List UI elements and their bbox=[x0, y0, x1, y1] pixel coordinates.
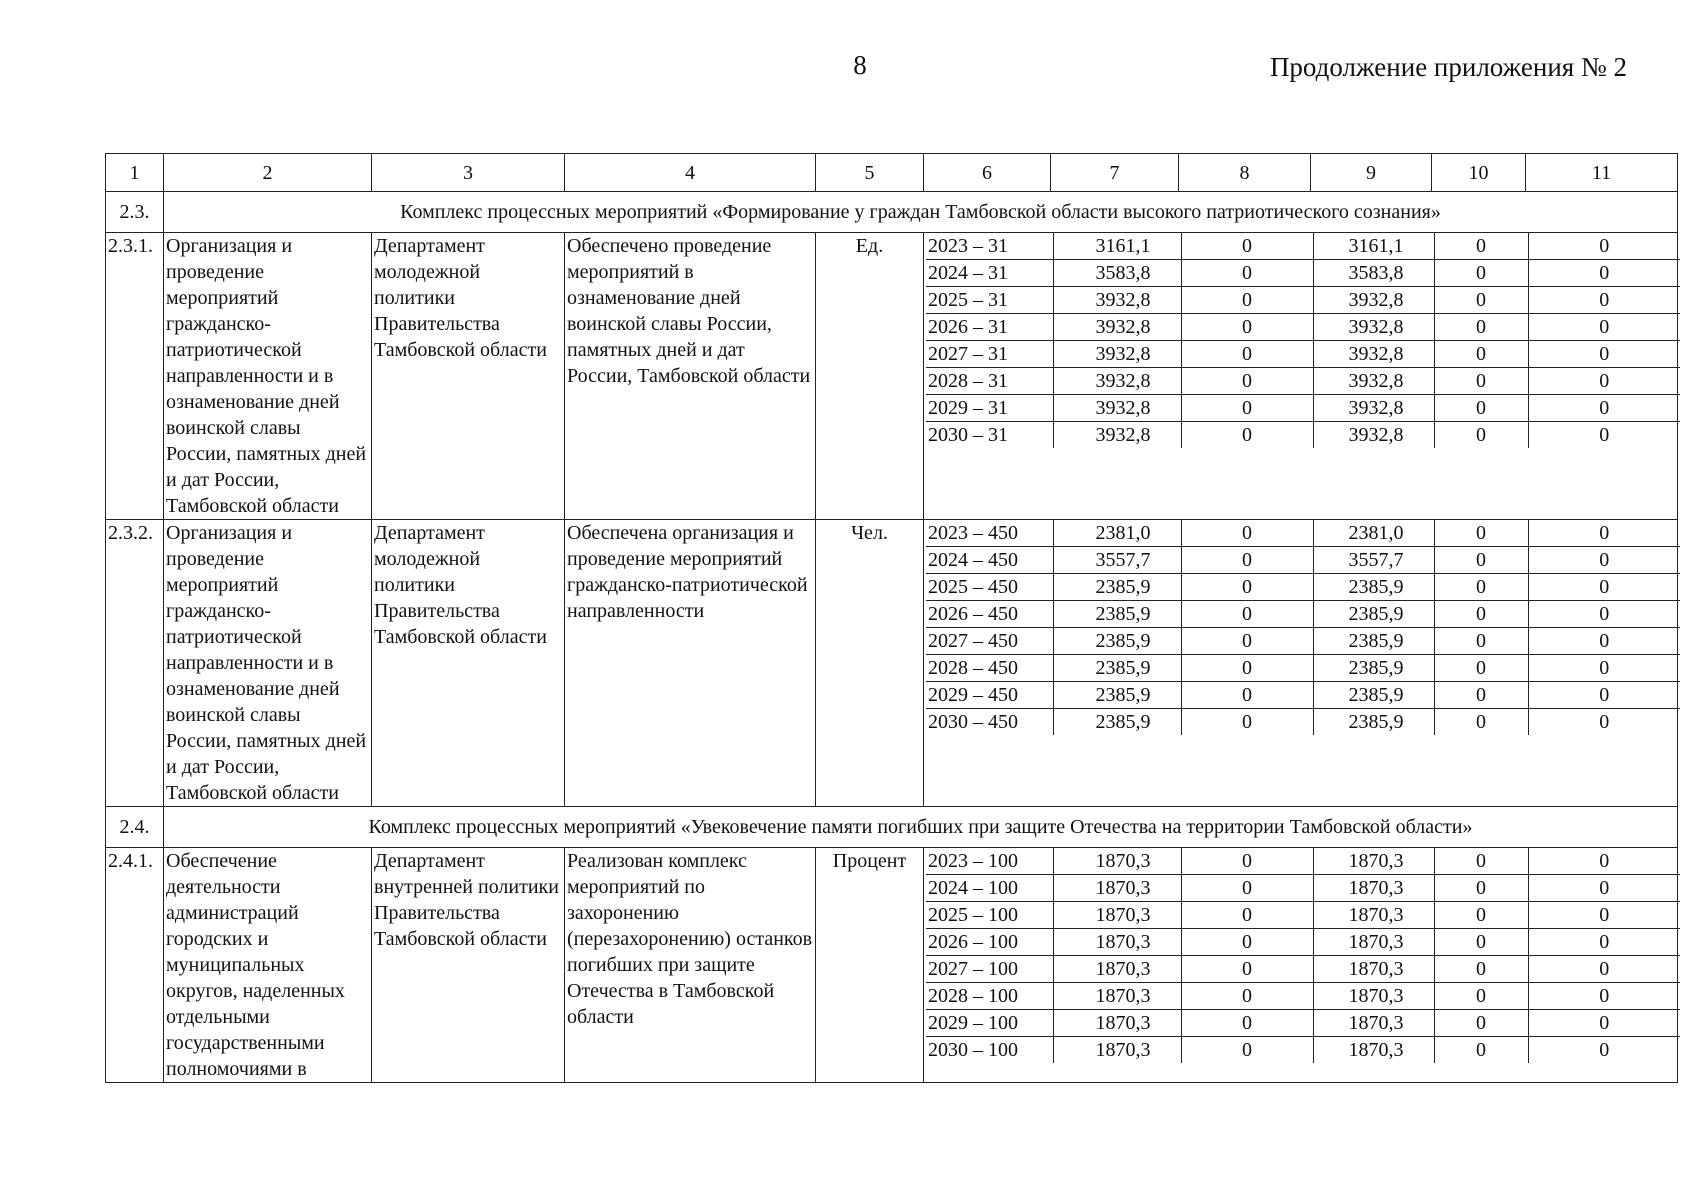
year-target: 2026 – 100 bbox=[926, 929, 1053, 956]
local-funding: 0 bbox=[1434, 682, 1528, 709]
table-row bbox=[926, 287, 1680, 314]
total-funding: 2385,9 bbox=[1053, 709, 1181, 736]
column-header: 5 bbox=[816, 154, 924, 192]
federal-funding: 0 bbox=[1181, 902, 1313, 929]
activity-row bbox=[106, 848, 1678, 1083]
federal-funding: 0 bbox=[1181, 875, 1313, 902]
section-row bbox=[106, 192, 1678, 233]
year-target: 2024 – 450 bbox=[926, 547, 1053, 574]
activity-executor: Департамент внутренней политики Правительства Тамбовской области bbox=[372, 848, 565, 1083]
regional-funding: 2385,9 bbox=[1313, 709, 1434, 736]
table-row bbox=[926, 709, 1680, 736]
total-funding: 1870,3 bbox=[1053, 983, 1181, 1010]
other-funding: 0 bbox=[1528, 875, 1680, 902]
federal-funding: 0 bbox=[1181, 983, 1313, 1010]
regional-funding: 1870,3 bbox=[1313, 848, 1434, 875]
federal-funding: 0 bbox=[1181, 395, 1313, 422]
other-funding: 0 bbox=[1528, 1010, 1680, 1037]
other-funding: 0 bbox=[1599, 1039, 1610, 1061]
regional-funding: 3932,8 bbox=[1313, 368, 1434, 395]
table-row bbox=[926, 655, 1680, 682]
column-header: 7 bbox=[1051, 154, 1179, 192]
total-funding: 3932,8 bbox=[1053, 314, 1181, 341]
total-funding: 2385,9 bbox=[1053, 655, 1181, 682]
year-target: 2028 – 31 bbox=[926, 368, 1053, 395]
local-funding: 0 bbox=[1434, 848, 1528, 875]
year-target: 2029 – 100 bbox=[926, 1010, 1053, 1037]
total-funding: 3932,8 bbox=[1053, 287, 1181, 314]
table-row bbox=[926, 547, 1680, 574]
local-funding: 0 bbox=[1434, 341, 1528, 368]
total-funding: 2385,9 bbox=[1053, 574, 1181, 601]
other-funding: 0 bbox=[1528, 848, 1680, 875]
yearly-values bbox=[924, 520, 1678, 807]
total-funding: 1870,3 bbox=[1053, 1037, 1181, 1064]
year-target: 2027 – 31 bbox=[926, 341, 1053, 368]
table-row bbox=[926, 601, 1680, 628]
regional-funding: 2385,9 bbox=[1313, 574, 1434, 601]
federal-funding: 0 bbox=[1181, 956, 1313, 983]
appendix-continuation-label: Продолжение приложения № 2 bbox=[1269, 52, 1627, 82]
table-row bbox=[926, 260, 1680, 287]
table-row bbox=[926, 902, 1680, 929]
activity-unit: Ед. bbox=[816, 233, 924, 520]
table-row bbox=[926, 682, 1680, 709]
regional-funding: 1870,3 bbox=[1313, 1037, 1434, 1064]
year-target: 2026 – 31 bbox=[926, 314, 1053, 341]
year-target: 2029 – 31 bbox=[926, 395, 1053, 422]
other-funding: 0 bbox=[1599, 711, 1610, 733]
federal-funding: 0 bbox=[1181, 848, 1313, 875]
activity-name: Организация и проведение мероприятий гражданско-патриотической направленности и в ознаменование дней воинской славы России, памятных дней и дат России, Тамбовской области bbox=[164, 520, 372, 807]
year-target: 2023 – 31 bbox=[926, 233, 1053, 260]
section-title: Комплекс процессных мероприятий «Увековечение памяти погибших при защите Отечества на территории Тамбовской области» bbox=[164, 807, 1678, 848]
year-target: 2028 – 100 bbox=[926, 983, 1053, 1010]
other-funding: 0 bbox=[1528, 395, 1680, 422]
yearly-values-table bbox=[926, 233, 1680, 448]
activity-row bbox=[106, 520, 1678, 807]
year-target: 2024 – 100 bbox=[926, 875, 1053, 902]
federal-funding: 0 bbox=[1181, 655, 1313, 682]
year-target: 2030 – 31 bbox=[926, 422, 1053, 449]
table-row bbox=[926, 314, 1680, 341]
activity-name: Обеспечение деятельности администраций городских и муниципальных округов, наделенных отдельными государственными полномочиями в bbox=[164, 848, 372, 1083]
year-target: 2029 – 450 bbox=[926, 682, 1053, 709]
activity-executor: Департамент молодежной политики Правительства Тамбовской области bbox=[372, 520, 565, 807]
local-funding: 0 bbox=[1434, 902, 1528, 929]
federal-funding: 0 bbox=[1181, 1037, 1313, 1064]
federal-funding: 0 bbox=[1181, 260, 1313, 287]
year-target: 2030 – 100 bbox=[926, 1037, 1053, 1064]
column-header: 10 bbox=[1432, 154, 1526, 192]
other-funding: 0 bbox=[1528, 655, 1680, 682]
page-number: 8 bbox=[853, 50, 867, 80]
regional-funding: 3161,1 bbox=[1313, 233, 1434, 260]
activity-row bbox=[106, 233, 1678, 520]
activity-unit: Процент bbox=[816, 848, 924, 1083]
local-funding: 0 bbox=[1434, 1010, 1528, 1037]
total-funding: 3932,8 bbox=[1053, 422, 1181, 449]
table-row bbox=[926, 233, 1680, 260]
section-number: 2.4. bbox=[106, 807, 164, 848]
activities-table bbox=[105, 153, 1678, 1083]
regional-funding: 1870,3 bbox=[1313, 1010, 1434, 1037]
federal-funding: 0 bbox=[1181, 520, 1313, 547]
yearly-values bbox=[924, 233, 1678, 520]
table-row bbox=[926, 368, 1680, 395]
federal-funding: 0 bbox=[1181, 601, 1313, 628]
federal-funding: 0 bbox=[1181, 314, 1313, 341]
year-target: 2027 – 450 bbox=[926, 628, 1053, 655]
local-funding: 0 bbox=[1434, 875, 1528, 902]
local-funding: 0 bbox=[1434, 368, 1528, 395]
column-header: 2 bbox=[164, 154, 372, 192]
local-funding: 0 bbox=[1434, 709, 1528, 736]
regional-funding: 3583,8 bbox=[1313, 260, 1434, 287]
local-funding: 0 bbox=[1434, 547, 1528, 574]
other-funding: 0 bbox=[1528, 368, 1680, 395]
column-header: 9 bbox=[1311, 154, 1432, 192]
table-row bbox=[926, 1010, 1680, 1037]
local-funding: 0 bbox=[1434, 233, 1528, 260]
table-row bbox=[926, 983, 1680, 1010]
other-funding: 0 bbox=[1528, 260, 1680, 287]
federal-funding: 0 bbox=[1181, 628, 1313, 655]
column-header: 1 bbox=[106, 154, 164, 192]
other-funding: 0 bbox=[1528, 520, 1680, 547]
total-funding: 2381,0 bbox=[1053, 520, 1181, 547]
regional-funding: 2385,9 bbox=[1313, 655, 1434, 682]
regional-funding: 1870,3 bbox=[1313, 929, 1434, 956]
activity-result: Реализован комплекс мероприятий по захоронению (перезахоронению) останков погибших при защите Отечества в Тамбовской области bbox=[565, 848, 816, 1083]
activity-result: Обеспечена организация и проведение мероприятий гражданско-патриотической направленности bbox=[565, 520, 816, 807]
other-funding: 0 bbox=[1528, 929, 1680, 956]
total-funding: 3161,1 bbox=[1053, 233, 1181, 260]
local-funding: 0 bbox=[1434, 628, 1528, 655]
total-funding: 1870,3 bbox=[1053, 1010, 1181, 1037]
year-target: 2028 – 450 bbox=[926, 655, 1053, 682]
total-funding: 2385,9 bbox=[1053, 628, 1181, 655]
local-funding: 0 bbox=[1434, 422, 1528, 449]
regional-funding: 2385,9 bbox=[1313, 628, 1434, 655]
local-funding: 0 bbox=[1434, 574, 1528, 601]
other-funding: 0 bbox=[1528, 287, 1680, 314]
regional-funding: 3932,8 bbox=[1313, 314, 1434, 341]
table-row bbox=[926, 341, 1680, 368]
regional-funding: 3932,8 bbox=[1313, 341, 1434, 368]
column-header: 3 bbox=[372, 154, 565, 192]
local-funding: 0 bbox=[1434, 983, 1528, 1010]
column-number-row bbox=[106, 154, 1678, 192]
table-row bbox=[926, 929, 1680, 956]
table-row bbox=[926, 422, 1680, 449]
local-funding: 0 bbox=[1434, 929, 1528, 956]
activity-name: Организация и проведение мероприятий гражданско-патриотической направленности и в ознаменование дней воинской славы России, памятных дней и дат России, Тамбовской области bbox=[164, 233, 372, 520]
other-funding: 0 bbox=[1528, 682, 1680, 709]
total-funding: 1870,3 bbox=[1053, 902, 1181, 929]
activity-result: Обеспечено проведение мероприятий в ознаменование дней воинской славы России, памятных дней и дат России, Тамбовской области bbox=[565, 233, 816, 520]
federal-funding: 0 bbox=[1181, 422, 1313, 449]
year-target: 2023 – 450 bbox=[926, 520, 1053, 547]
local-funding: 0 bbox=[1434, 601, 1528, 628]
regional-funding: 3932,8 bbox=[1313, 287, 1434, 314]
regional-funding: 1870,3 bbox=[1313, 983, 1434, 1010]
other-funding: 0 bbox=[1528, 601, 1680, 628]
table-row bbox=[926, 395, 1680, 422]
federal-funding: 0 bbox=[1181, 682, 1313, 709]
other-funding: 0 bbox=[1528, 983, 1680, 1010]
total-funding: 3932,8 bbox=[1053, 395, 1181, 422]
local-funding: 0 bbox=[1434, 395, 1528, 422]
column-header: 6 bbox=[924, 154, 1051, 192]
yearly-values-table bbox=[926, 848, 1680, 1063]
table-row bbox=[926, 628, 1680, 655]
year-target: 2030 – 450 bbox=[926, 709, 1053, 736]
federal-funding: 0 bbox=[1181, 1010, 1313, 1037]
federal-funding: 0 bbox=[1181, 368, 1313, 395]
other-funding: 0 bbox=[1528, 547, 1680, 574]
total-funding: 3932,8 bbox=[1053, 368, 1181, 395]
year-target: 2025 – 100 bbox=[926, 902, 1053, 929]
activity-number: 2.4.1. bbox=[106, 848, 164, 1083]
yearly-values-table bbox=[926, 520, 1680, 735]
total-funding: 1870,3 bbox=[1053, 875, 1181, 902]
year-target: 2026 – 450 bbox=[926, 601, 1053, 628]
local-funding: 0 bbox=[1434, 956, 1528, 983]
activity-executor: Департамент молодежной политики Правительства Тамбовской области bbox=[372, 233, 565, 520]
table-row bbox=[926, 1037, 1680, 1064]
federal-funding: 0 bbox=[1181, 341, 1313, 368]
total-funding: 2385,9 bbox=[1053, 682, 1181, 709]
regional-funding: 3932,8 bbox=[1313, 422, 1434, 449]
year-target: 2025 – 450 bbox=[926, 574, 1053, 601]
regional-funding: 1870,3 bbox=[1313, 875, 1434, 902]
year-target: 2024 – 31 bbox=[926, 260, 1053, 287]
total-funding: 1870,3 bbox=[1053, 956, 1181, 983]
activity-unit: Чел. bbox=[816, 520, 924, 807]
regional-funding: 2385,9 bbox=[1313, 682, 1434, 709]
other-funding: 0 bbox=[1528, 956, 1680, 983]
section-title: Комплекс процессных мероприятий «Формирование у граждан Тамбовской области высокого патриотического сознания» bbox=[164, 192, 1678, 233]
regional-funding: 2385,9 bbox=[1313, 601, 1434, 628]
local-funding: 0 bbox=[1434, 655, 1528, 682]
section-row bbox=[106, 807, 1678, 848]
other-funding: 0 bbox=[1528, 574, 1680, 601]
local-funding: 0 bbox=[1434, 1037, 1528, 1064]
yearly-values bbox=[924, 848, 1678, 1083]
total-funding: 3583,8 bbox=[1053, 260, 1181, 287]
total-funding: 1870,3 bbox=[1053, 848, 1181, 875]
total-funding: 2385,9 bbox=[1053, 601, 1181, 628]
year-target: 2023 – 100 bbox=[926, 848, 1053, 875]
year-target: 2027 – 100 bbox=[926, 956, 1053, 983]
other-funding: 0 bbox=[1528, 233, 1680, 260]
other-funding: 0 bbox=[1528, 902, 1680, 929]
local-funding: 0 bbox=[1434, 287, 1528, 314]
table-row bbox=[926, 848, 1680, 875]
regional-funding: 1870,3 bbox=[1313, 902, 1434, 929]
column-header: 4 bbox=[565, 154, 816, 192]
table-row bbox=[926, 574, 1680, 601]
activity-number: 2.3.1. bbox=[106, 233, 164, 520]
column-header: 8 bbox=[1179, 154, 1311, 192]
federal-funding: 0 bbox=[1181, 929, 1313, 956]
column-header: 11 bbox=[1526, 154, 1678, 192]
section-number: 2.3. bbox=[106, 192, 164, 233]
local-funding: 0 bbox=[1434, 314, 1528, 341]
other-funding: 0 bbox=[1528, 314, 1680, 341]
other-funding: 0 bbox=[1599, 424, 1610, 446]
federal-funding: 0 bbox=[1181, 287, 1313, 314]
total-funding: 3932,8 bbox=[1053, 341, 1181, 368]
regional-funding: 3932,8 bbox=[1313, 395, 1434, 422]
table-row bbox=[926, 956, 1680, 983]
local-funding: 0 bbox=[1434, 520, 1528, 547]
year-target: 2025 – 31 bbox=[926, 287, 1053, 314]
federal-funding: 0 bbox=[1181, 709, 1313, 736]
regional-funding: 1870,3 bbox=[1313, 956, 1434, 983]
regional-funding: 2381,0 bbox=[1313, 520, 1434, 547]
federal-funding: 0 bbox=[1181, 233, 1313, 260]
total-funding: 3557,7 bbox=[1053, 547, 1181, 574]
table-row bbox=[926, 875, 1680, 902]
local-funding: 0 bbox=[1434, 260, 1528, 287]
activity-number: 2.3.2. bbox=[106, 520, 164, 807]
total-funding: 1870,3 bbox=[1053, 929, 1181, 956]
federal-funding: 0 bbox=[1181, 574, 1313, 601]
regional-funding: 3557,7 bbox=[1313, 547, 1434, 574]
federal-funding: 0 bbox=[1181, 547, 1313, 574]
other-funding: 0 bbox=[1528, 341, 1680, 368]
table-row bbox=[926, 520, 1680, 547]
other-funding: 0 bbox=[1528, 628, 1680, 655]
